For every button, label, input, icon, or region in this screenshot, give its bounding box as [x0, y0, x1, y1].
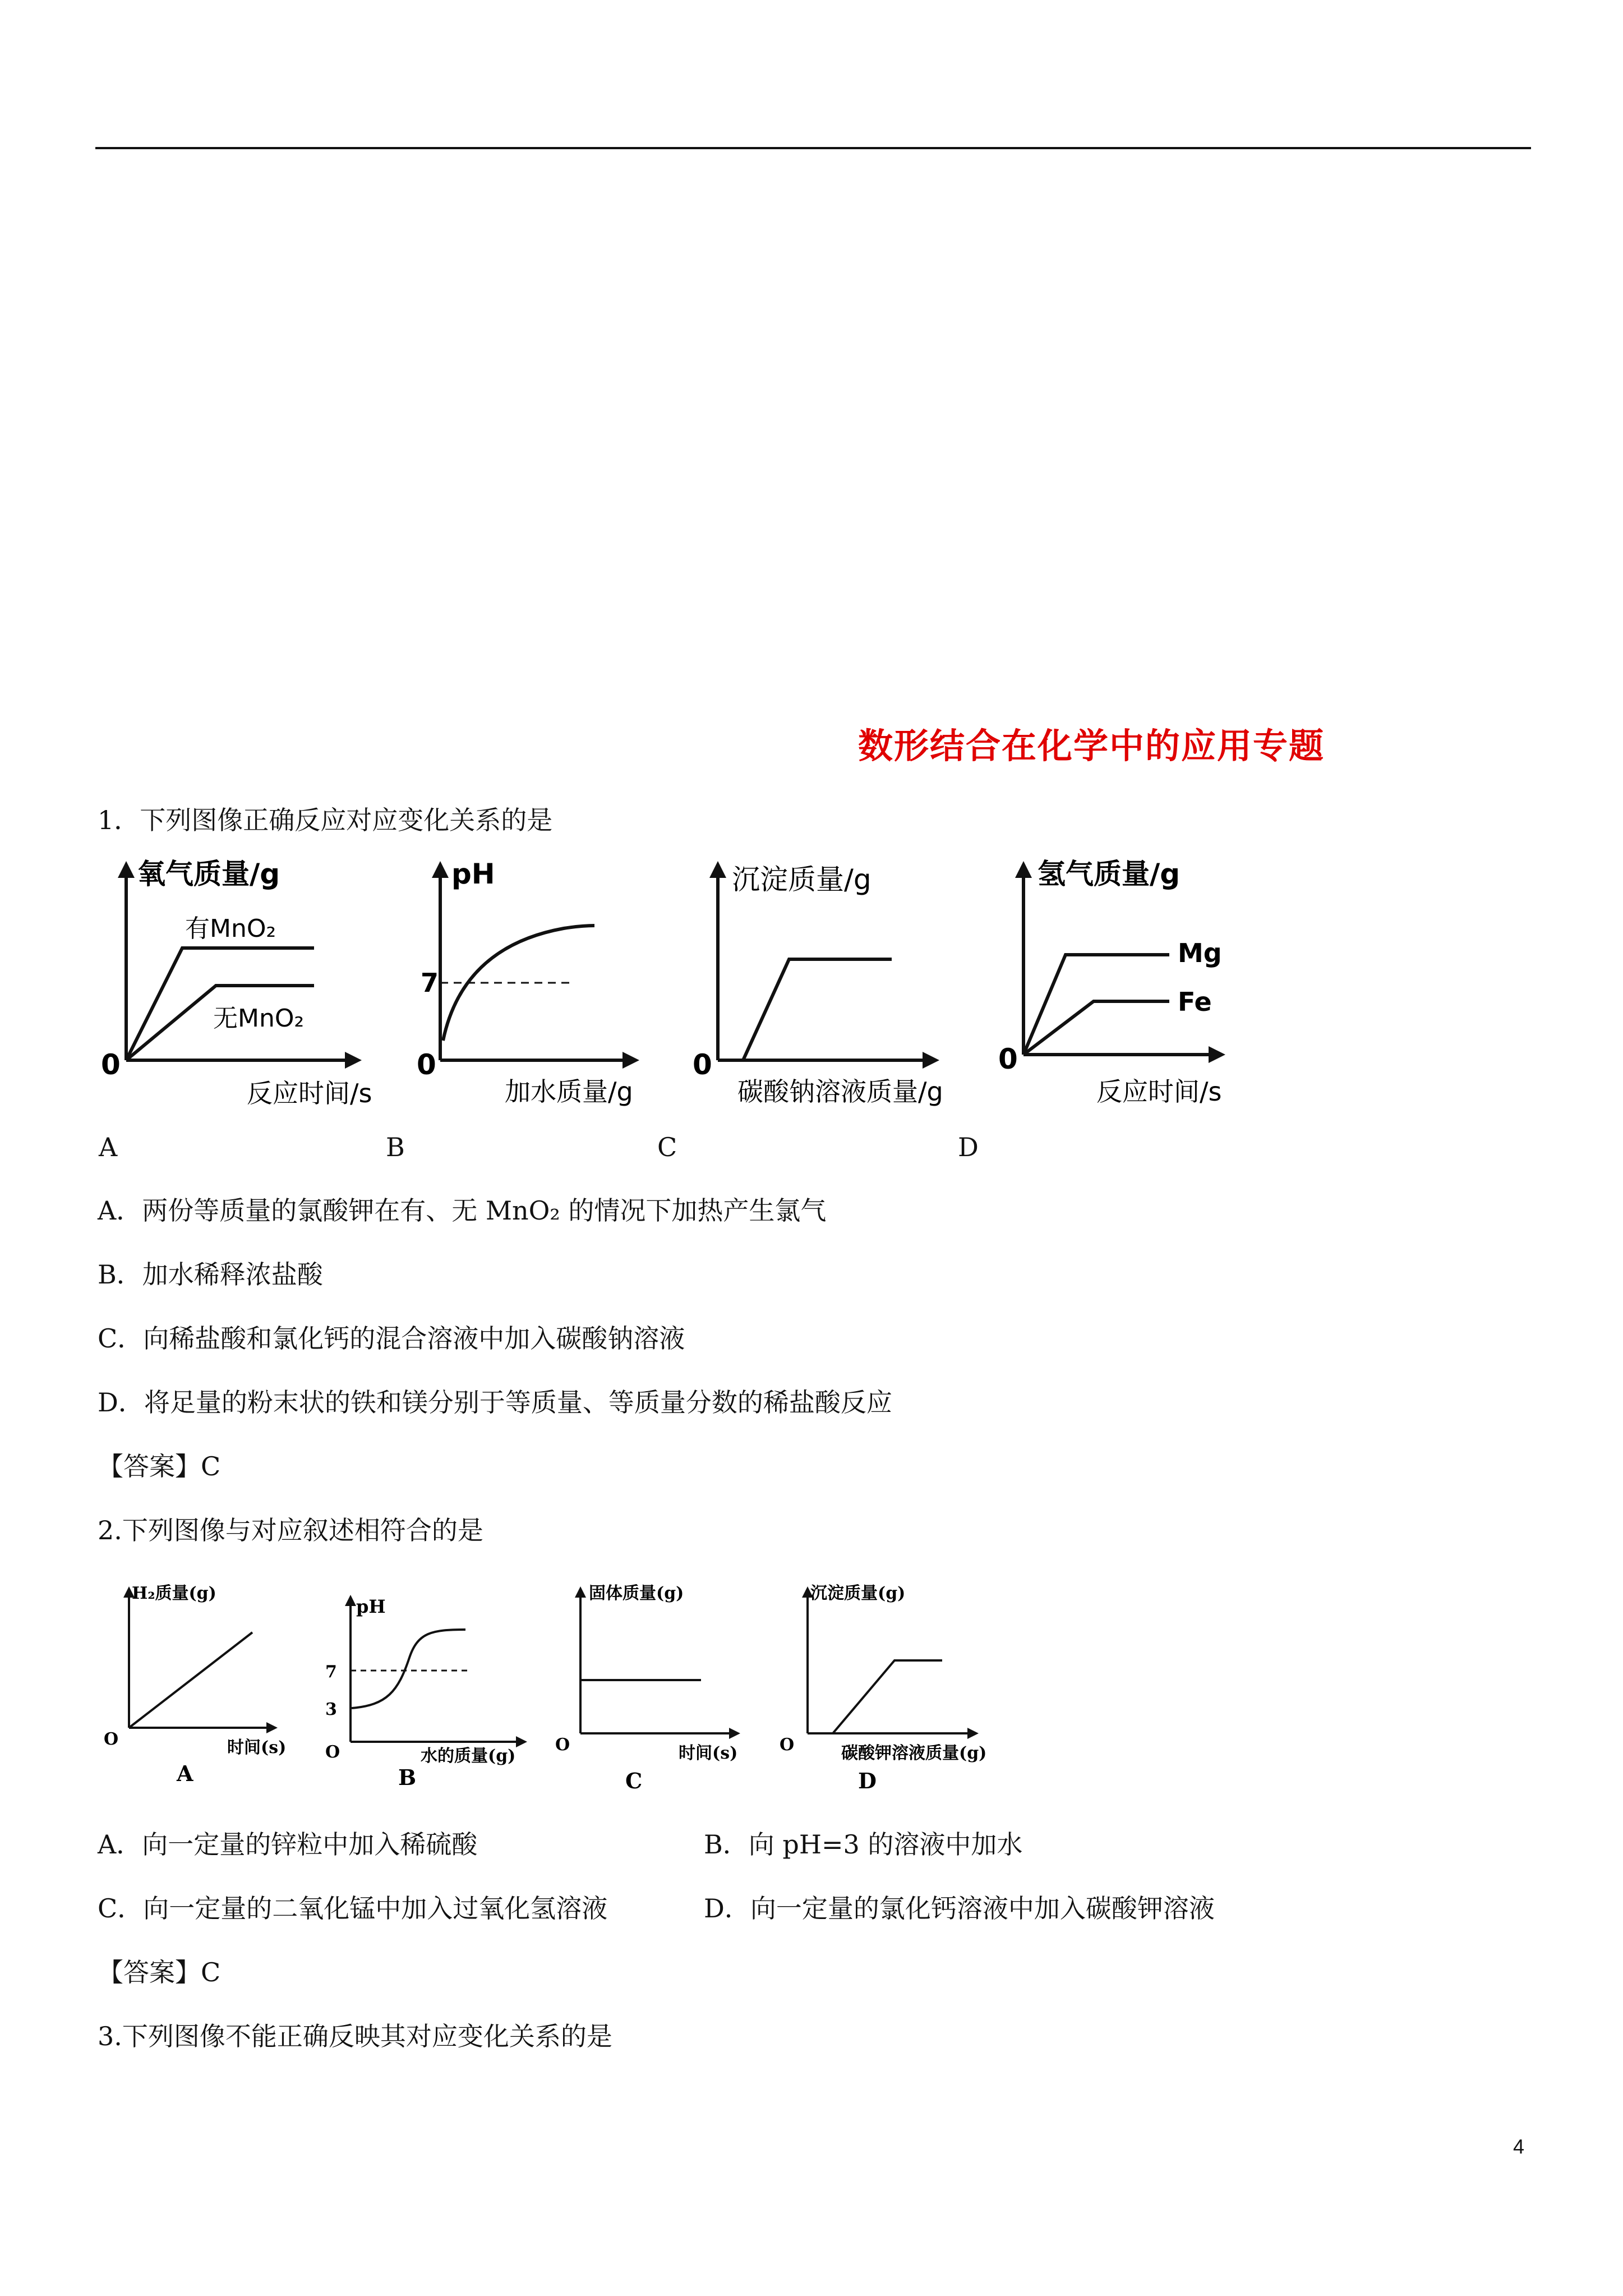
q2-option-a: A．向一定量的锌粒中加入稀硫酸	[98, 1829, 478, 1860]
q1-option-b: B．加水稀释浓盐酸	[98, 1259, 323, 1290]
x-label: 反应时间/s	[247, 1078, 372, 1108]
y-label: 氧气质量/g	[137, 858, 280, 890]
fe-label: Fe	[1178, 987, 1212, 1017]
q1-figure-d-graph	[990, 858, 1281, 1116]
q2-figure-d-graph	[777, 1582, 1035, 1806]
x-arrow	[623, 1052, 639, 1069]
q2-figure-b-graph	[320, 1590, 555, 1803]
x-arrow	[967, 1728, 979, 1739]
x-label: 加水质量/g	[505, 1076, 633, 1107]
x-arrow	[729, 1728, 740, 1739]
x-arrow	[266, 1722, 278, 1733]
origin-label: O	[555, 1735, 570, 1755]
y-arrow	[1015, 861, 1032, 878]
q1-figure-d	[990, 858, 1281, 1119]
q1-option-a: A．两份等质量的氯酸钾在有、无 MnO₂ 的情况下加热产生氯气	[98, 1195, 827, 1226]
q2-option-c: C．向一定量的二氧化锰中加入过氧化氢溶液	[98, 1893, 608, 1924]
y-arrow	[345, 1595, 356, 1606]
mg-label: Mg	[1178, 938, 1222, 968]
page-title: 数形结合在化学中的应用专题	[858, 725, 1325, 766]
y-label: pH	[451, 858, 495, 890]
q1-figure-b-graph	[401, 858, 659, 1116]
page-number: 4	[1513, 2135, 1524, 2158]
q1-option-d: D．将足量的粉末状的铁和镁分别于等质量、等质量分数的稀盐酸反应	[98, 1387, 892, 1418]
q1-figure-c	[681, 858, 973, 1119]
x-arrow	[1209, 1046, 1225, 1063]
y-arrow	[709, 861, 726, 878]
q1-figure-a	[95, 858, 387, 1119]
x-arrow	[345, 1052, 362, 1069]
curve2-label: 无MnO₂	[213, 1004, 305, 1033]
q1-fig-label-b: B	[386, 1132, 405, 1162]
fe-curve	[1023, 1001, 1169, 1055]
q1-fig-label-c: C	[657, 1132, 677, 1162]
x-arrow	[923, 1052, 939, 1069]
q2-figure-c	[552, 1582, 788, 1809]
x-label: 时间(s)	[227, 1738, 287, 1757]
tick-7: 7	[325, 1662, 337, 1682]
fig-label: B	[398, 1765, 417, 1790]
y-label: H₂质量(g)	[132, 1584, 216, 1603]
ph-curve	[443, 926, 594, 1041]
origin-label: 0	[693, 1048, 712, 1081]
precipitate-curve	[833, 1660, 942, 1733]
y-label: pH	[356, 1596, 386, 1617]
q2-stem: 2.下列图像与对应叙述相符合的是	[98, 1515, 483, 1545]
curve1-label: 有MnO₂	[185, 914, 276, 943]
origin-label: 0	[998, 1043, 1018, 1075]
y-label: 沉淀质量(g)	[810, 1584, 906, 1603]
precipitate-curve	[743, 959, 892, 1060]
q2-figure-a-graph	[101, 1582, 325, 1795]
y-arrow	[432, 861, 449, 878]
y-label: 沉淀质量/g	[732, 863, 872, 896]
y-label: 氢气质量/g	[1038, 858, 1181, 890]
origin-label: O	[325, 1742, 340, 1762]
origin-label: O	[104, 1729, 119, 1749]
q1-figure-b	[401, 858, 659, 1119]
header-rule	[95, 147, 1531, 149]
ph-curve	[352, 1630, 465, 1708]
origin-label: 0	[417, 1048, 436, 1081]
tick-3: 3	[325, 1700, 337, 1719]
q2-figure-d	[777, 1582, 1035, 1809]
fig-label: D	[858, 1768, 877, 1793]
q3-stem: 3.下列图像不能正确反映其对应变化关系的是	[98, 2021, 612, 2051]
y-arrow	[118, 861, 135, 878]
q1-stem: 1．下列图像正确反应对应变化关系的是	[98, 805, 553, 835]
y-label: 固体质量(g)	[589, 1584, 684, 1603]
fig-label: C	[625, 1768, 643, 1793]
q2-figure-c-graph	[552, 1582, 788, 1806]
q2-figure-b	[320, 1590, 555, 1806]
x-arrow	[516, 1736, 527, 1747]
q1-fig-label-d: D	[958, 1132, 979, 1162]
q1-fig-label-a: A	[99, 1132, 118, 1162]
origin-label: 0	[101, 1048, 121, 1081]
tick-7: 7	[421, 968, 439, 998]
q2-figure-a	[101, 1582, 325, 1797]
q1-option-c: C．向稀盐酸和氯化钙的混合溶液中加入碳酸钠溶液	[98, 1323, 685, 1354]
q1-figure-c-graph	[681, 858, 973, 1116]
x-label: 碳酸钾溶液质量(g)	[841, 1743, 987, 1763]
origin-label: O	[780, 1735, 795, 1755]
q2-option-d: D．向一定量的氯化钙溶液中加入碳酸钾溶液	[704, 1893, 1215, 1924]
y-arrow	[575, 1586, 586, 1598]
x-label: 反应时间/s	[1096, 1076, 1222, 1107]
q1-figure-a-graph	[95, 858, 387, 1116]
x-label: 时间(s)	[679, 1743, 738, 1763]
x-label: 碳酸钠溶液质量/g	[737, 1076, 943, 1107]
x-label: 水的质量(g)	[421, 1746, 516, 1766]
h2-line	[129, 1632, 252, 1728]
fig-label: A	[177, 1761, 193, 1786]
q2-answer: 【答案】C	[98, 1957, 221, 1987]
q2-option-b: B．向 pH=3 的溶液中加水	[704, 1829, 1023, 1860]
q1-answer: 【答案】C	[98, 1451, 221, 1481]
